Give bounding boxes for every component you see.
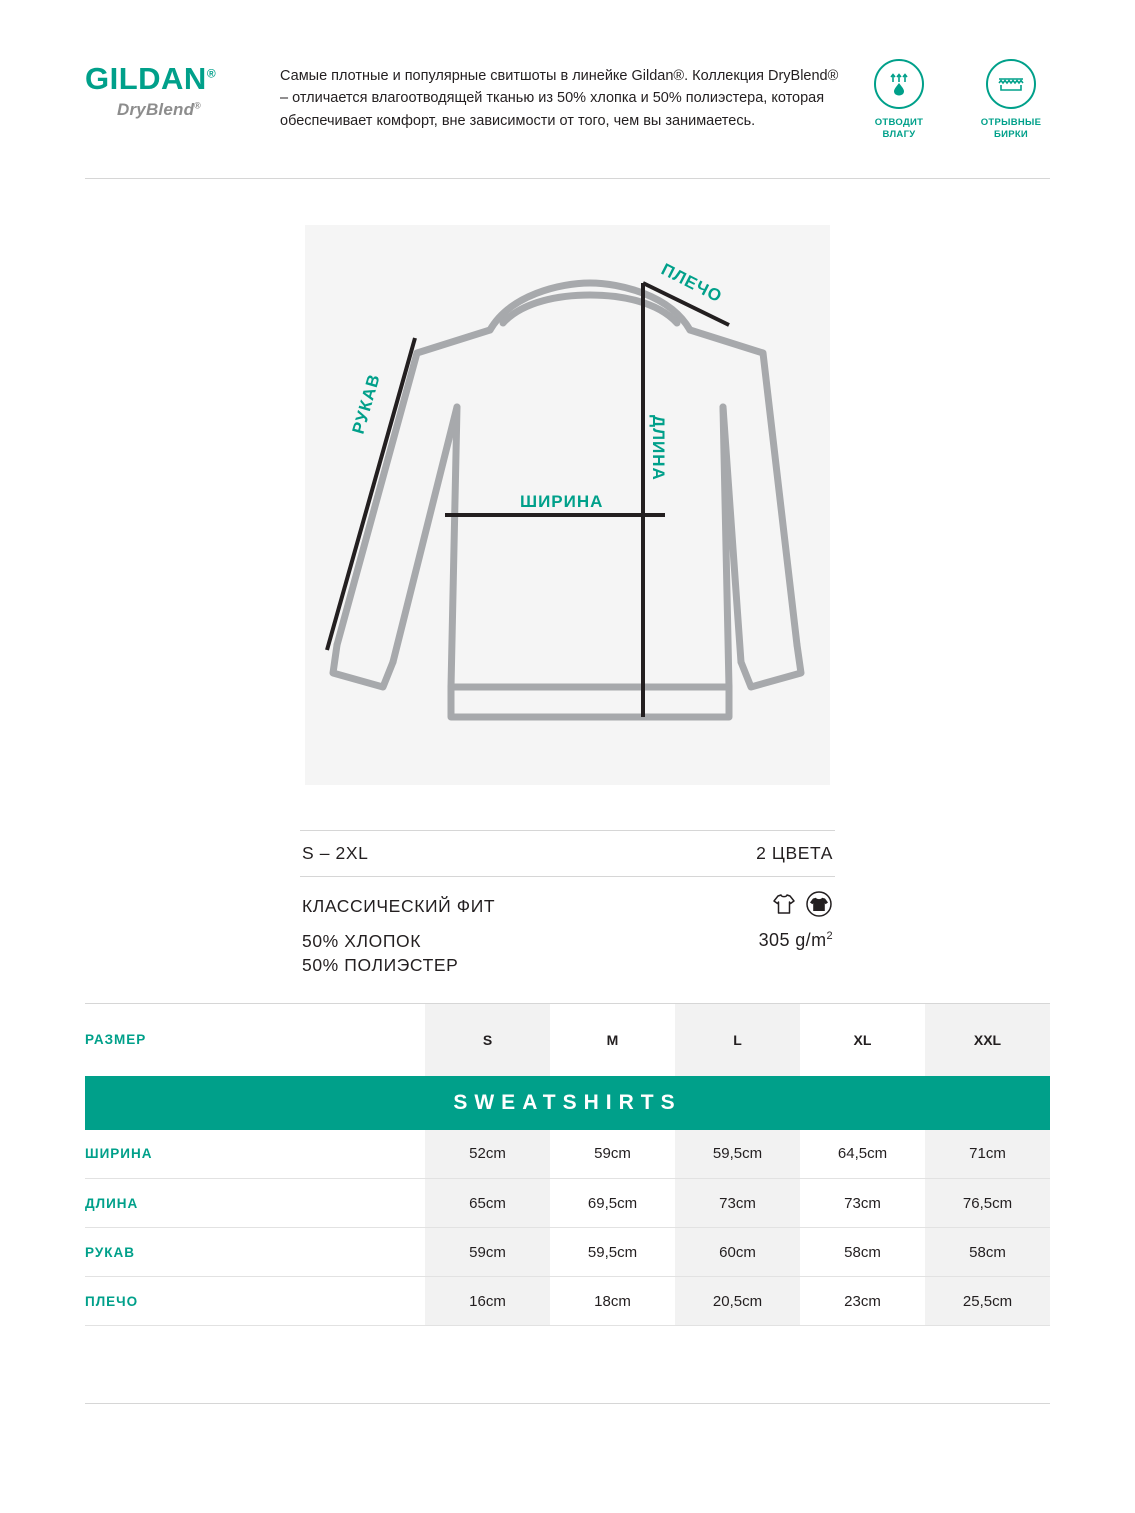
tear-away-label-icon xyxy=(986,59,1036,109)
cell-width-s: 52cm xyxy=(425,1130,550,1179)
sizes-range: S – 2XL xyxy=(302,843,369,863)
spec-block xyxy=(300,830,835,991)
cell-width-xxl: 71cm xyxy=(925,1130,1050,1179)
fit-icon-group xyxy=(771,891,833,922)
sub-brand-text: DryBlend xyxy=(117,100,195,119)
band-title: SWEATSHIRTS xyxy=(85,1076,1050,1130)
table-row xyxy=(85,1277,1050,1326)
svg-text:ШИРИНА: ШИРИНА xyxy=(520,492,604,511)
footer-divider xyxy=(85,1403,1050,1404)
product-description: Самые плотные и популярные свитшоты в линейке Gildan®. Коллекция DryBlend® – отличается влагоотводящей тканью из 50% хлопка и 50% полиэстера, которая обеспечивает комфорт, вне зависимости от того, чем вы занимаетесь. xyxy=(280,68,839,129)
table-header-row xyxy=(85,1004,1050,1076)
size-column-xl: XL xyxy=(800,1004,925,1076)
size-column-s: S xyxy=(425,1004,550,1076)
composition xyxy=(302,930,458,977)
table-row xyxy=(85,1228,1050,1277)
feature-label: ОТВОДИТ ВЛАГУ xyxy=(874,117,924,140)
row-label-width: ШИРИНА xyxy=(85,1130,425,1179)
size-column-m: M xyxy=(550,1004,675,1076)
feature-icons xyxy=(860,55,1050,141)
cell-length-xl: 73cm xyxy=(800,1179,925,1228)
size-header: РАЗМЕР xyxy=(85,1004,425,1076)
fabric-weight xyxy=(759,930,833,951)
sweatshirt-measurement-diagram xyxy=(305,225,830,785)
brand-logo xyxy=(85,55,280,120)
cell-shoulder-xxl: 25,5cm xyxy=(925,1277,1050,1326)
fabric-weight-exponent: 2 xyxy=(826,930,833,942)
spec-row-composition xyxy=(300,928,835,991)
cell-sleeve-xl: 58cm xyxy=(800,1228,925,1277)
row-label-shoulder: ПЛЕЧО xyxy=(85,1277,425,1326)
cell-length-s: 65cm xyxy=(425,1179,550,1228)
cell-width-m: 59cm xyxy=(550,1130,675,1179)
cell-length-l: 73cm xyxy=(675,1179,800,1228)
fit-label: КЛАССИЧЕСКИЙ ФИТ xyxy=(302,896,496,916)
composition-line-2: 50% ПОЛИЭСТЕР xyxy=(302,954,459,975)
sub-brand-name xyxy=(117,100,280,120)
table-band-sweatshirts xyxy=(85,1076,1050,1130)
cell-sleeve-s: 59cm xyxy=(425,1228,550,1277)
svg-text:РУКАВ: РУКАВ xyxy=(348,371,384,437)
cell-sleeve-m: 59,5cm xyxy=(550,1228,675,1277)
feature-moisture-wicking xyxy=(860,59,938,141)
colors-count: 2 ЦВЕТА xyxy=(756,843,833,863)
spec-row-fit xyxy=(300,877,835,928)
page-header xyxy=(85,55,1050,175)
feature-label: ОТРЫВНЫЕ БИРКИ xyxy=(980,117,1042,140)
svg-text:ДЛИНА: ДЛИНА xyxy=(649,415,668,481)
brand-trademark: ® xyxy=(206,66,217,81)
row-label-length: ДЛИНА xyxy=(85,1179,425,1228)
svg-text:ПЛЕЧО: ПЛЕЧО xyxy=(658,259,726,307)
brand-name xyxy=(85,63,280,94)
sweatshirt-icon xyxy=(805,891,833,922)
cell-shoulder-s: 16cm xyxy=(425,1277,550,1326)
size-column-xxl: XXL xyxy=(925,1004,1050,1076)
table-row xyxy=(85,1179,1050,1228)
cell-length-m: 69,5cm xyxy=(550,1179,675,1228)
brand-name-text: GILDAN xyxy=(85,61,207,96)
cell-shoulder-l: 20,5cm xyxy=(675,1277,800,1326)
composition-line-1: 50% ХЛОПОК xyxy=(302,931,422,951)
size-table xyxy=(85,1003,1050,1326)
feature-tear-away-label xyxy=(972,59,1050,141)
fabric-weight-value: 305 g/m xyxy=(758,930,827,950)
cell-sleeve-l: 60cm xyxy=(675,1228,800,1277)
moisture-wicking-icon xyxy=(874,59,924,109)
cell-sleeve-xxl: 58cm xyxy=(925,1228,1050,1277)
cell-shoulder-xl: 23cm xyxy=(800,1277,925,1326)
row-label-sleeve: РУКАВ xyxy=(85,1228,425,1277)
table-row xyxy=(85,1130,1050,1179)
cell-length-xxl: 76,5cm xyxy=(925,1179,1050,1228)
cell-width-xl: 64,5cm xyxy=(800,1130,925,1179)
cell-shoulder-m: 18cm xyxy=(550,1277,675,1326)
sub-brand-trademark: ® xyxy=(194,100,202,111)
size-column-l: L xyxy=(675,1004,800,1076)
spec-row-sizes xyxy=(300,831,835,876)
header-divider xyxy=(85,178,1050,179)
tshirt-icon xyxy=(771,892,797,921)
cell-width-l: 59,5cm xyxy=(675,1130,800,1179)
